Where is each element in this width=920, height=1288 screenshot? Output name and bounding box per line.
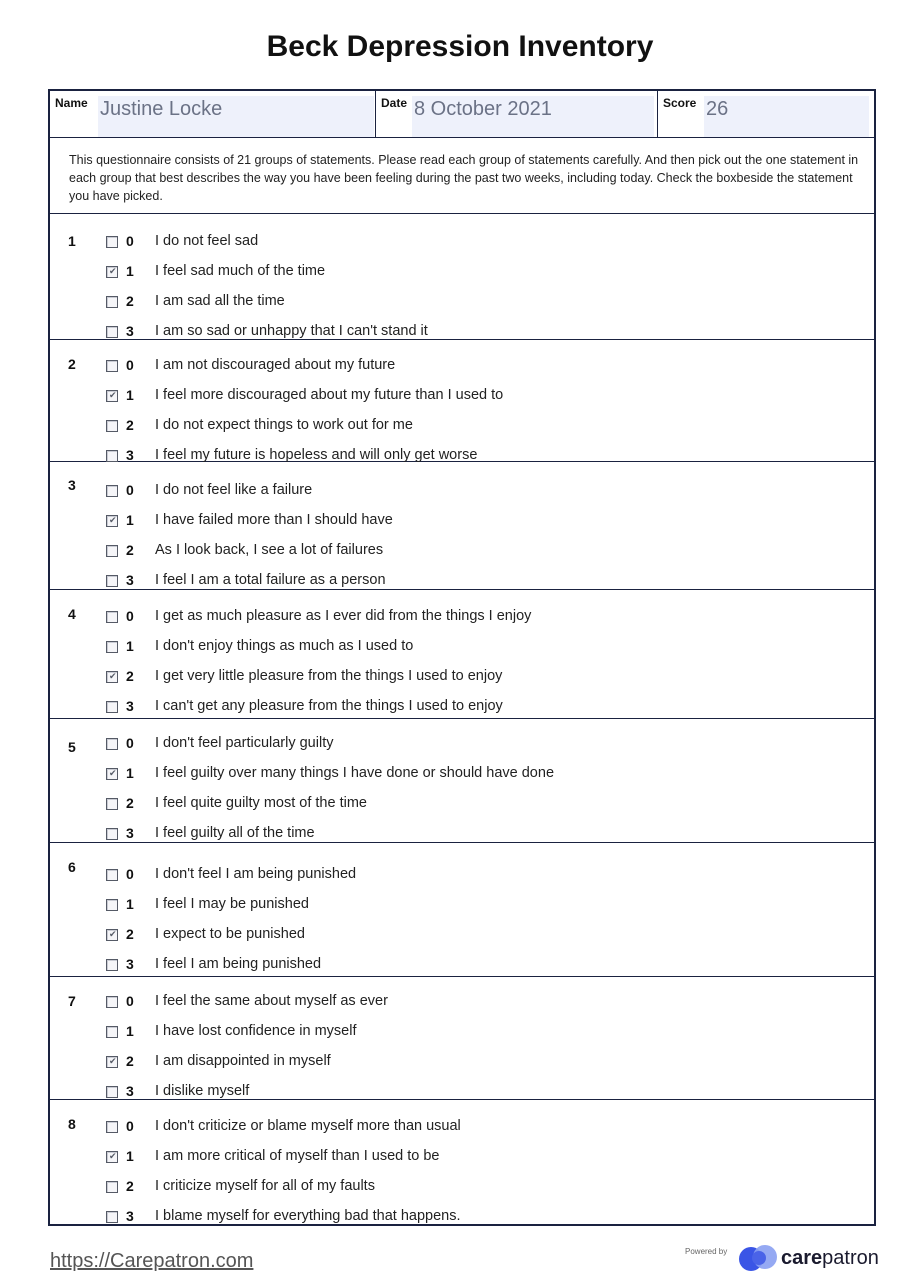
option-row[interactable]: [50, 262, 874, 284]
option-checkbox[interactable]: [106, 828, 118, 840]
option-score: 1: [126, 638, 134, 654]
option-row[interactable]: [50, 1147, 874, 1169]
option-row[interactable]: [50, 1052, 874, 1074]
option-row[interactable]: [50, 607, 874, 629]
date-label: Date: [381, 96, 408, 110]
option-checkbox[interactable]: [106, 1026, 118, 1038]
option-score: 2: [126, 1178, 134, 1194]
option-score: 1: [126, 512, 134, 528]
option-row[interactable]: [50, 734, 874, 756]
option-text: I feel my future is hopeless and will only get worse: [155, 447, 478, 463]
option-text: As I look back, I see a lot of failures: [155, 542, 384, 558]
brand-rest: patron: [822, 1247, 879, 1269]
option-text: I have lost confidence in myself: [155, 1023, 357, 1039]
option-row[interactable]: [50, 637, 874, 659]
option-row[interactable]: [50, 1117, 874, 1139]
powered-by-label: Powered by: [685, 1247, 728, 1256]
option-row[interactable]: [50, 292, 874, 314]
option-row[interactable]: [50, 955, 874, 977]
option-row[interactable]: [50, 511, 874, 533]
option-checkbox[interactable]: [106, 1086, 118, 1098]
option-checkbox[interactable]: [106, 701, 118, 713]
option-checkbox[interactable]: [106, 390, 118, 402]
option-checkbox[interactable]: [106, 420, 118, 432]
check-mark-icon: ✔: [109, 768, 117, 778]
option-score: 0: [126, 482, 134, 498]
page-title: Beck Depression Inventory: [266, 30, 654, 63]
question-number: 8: [68, 1116, 76, 1132]
option-row[interactable]: [50, 794, 874, 816]
option-row[interactable]: [50, 992, 874, 1014]
option-score: 3: [126, 825, 134, 841]
option-text: I feel guilty all of the time: [155, 825, 315, 841]
option-checkbox[interactable]: [106, 671, 118, 683]
option-row[interactable]: [50, 764, 874, 786]
question-group-1: [50, 215, 874, 340]
option-row[interactable]: [50, 232, 874, 254]
option-score: 2: [126, 542, 134, 558]
name-field[interactable]: Justine Locke: [98, 96, 374, 137]
option-text: I feel more discouraged about my future than I used to: [155, 387, 504, 403]
option-row[interactable]: [50, 925, 874, 947]
option-text: I feel sad much of the time: [155, 263, 326, 279]
option-text: I feel I am being punished: [155, 956, 322, 972]
option-score: 0: [126, 993, 134, 1009]
option-checkbox[interactable]: [106, 515, 118, 527]
patient-header-row: [50, 91, 874, 138]
option-text: I do not feel like a failure: [155, 482, 313, 498]
option-checkbox[interactable]: [106, 869, 118, 881]
option-score: 1: [126, 387, 134, 403]
option-score: 0: [126, 866, 134, 882]
option-checkbox[interactable]: [106, 738, 118, 750]
brand-bold: care: [781, 1247, 823, 1269]
date-cell: [375, 91, 657, 137]
option-text: I am so sad or unhappy that I can't stand it: [155, 323, 428, 339]
option-text: I do not feel sad: [155, 233, 259, 249]
option-text: I have failed more than I should have: [155, 512, 393, 528]
date-field[interactable]: 8 October 2021: [412, 96, 654, 137]
option-checkbox[interactable]: [106, 798, 118, 810]
option-score: 2: [126, 926, 134, 942]
option-score: 3: [126, 447, 134, 463]
option-text: I am disappointed in myself: [155, 1053, 331, 1069]
option-score: 2: [126, 795, 134, 811]
option-text: I blame myself for everything bad that happens.: [155, 1208, 461, 1224]
question-number: 5: [68, 739, 76, 755]
option-row[interactable]: [50, 865, 874, 887]
option-row[interactable]: [50, 481, 874, 503]
option-checkbox[interactable]: [106, 266, 118, 278]
option-text: I am not discouraged about my future: [155, 357, 396, 373]
option-text: I am sad all the time: [155, 293, 285, 309]
option-score: 1: [126, 263, 134, 279]
option-checkbox[interactable]: [106, 485, 118, 497]
option-score: 0: [126, 233, 134, 249]
option-score: 3: [126, 572, 134, 588]
option-checkbox[interactable]: [106, 929, 118, 941]
question-group-8: [50, 1099, 874, 1224]
option-text: I am more critical of myself than I used to be: [155, 1148, 440, 1164]
option-checkbox[interactable]: [106, 236, 118, 248]
option-score: 3: [126, 323, 134, 339]
option-text: I feel quite guilty most of the time: [155, 795, 367, 811]
question-group-5: [50, 718, 874, 843]
option-text: I don't enjoy things as much as I used to: [155, 638, 414, 654]
instructions-text: This questionnaire consists of 21 groups of statements. Please read each group of statements carefully. And then pick out the one statement in each group that best describes the way you have been feeling during the past two weeks, including today. Check the boxbeside the statement you have picked.: [50, 138, 874, 214]
option-score: 2: [126, 417, 134, 433]
option-score: 1: [126, 896, 134, 912]
option-score: 3: [126, 956, 134, 972]
option-score: 0: [126, 1118, 134, 1134]
option-row[interactable]: [50, 416, 874, 438]
option-text: I criticize myself for all of my faults: [155, 1178, 375, 1194]
check-mark-icon: ✔: [109, 515, 117, 525]
check-mark-icon: ✔: [109, 671, 117, 681]
option-score: 3: [126, 1208, 134, 1224]
option-score: 3: [126, 698, 134, 714]
option-row[interactable]: [50, 1207, 874, 1229]
option-text: I feel the same about myself as ever: [155, 993, 388, 1009]
option-checkbox[interactable]: [106, 1181, 118, 1193]
option-score: 1: [126, 1148, 134, 1164]
option-score: 2: [126, 668, 134, 684]
option-checkbox[interactable]: [106, 296, 118, 308]
option-text: I feel I may be punished: [155, 896, 309, 912]
check-mark-icon: ✔: [109, 1151, 117, 1161]
option-score: 2: [126, 293, 134, 309]
option-checkbox[interactable]: [106, 768, 118, 780]
option-row[interactable]: [50, 1022, 874, 1044]
check-mark-icon: ✔: [109, 929, 117, 939]
check-mark-icon: ✔: [109, 1056, 117, 1066]
option-score: 2: [126, 1053, 134, 1069]
question-group-3: [50, 461, 874, 590]
option-text: I don't feel particularly guilty: [155, 735, 334, 751]
check-mark-icon: ✔: [109, 266, 117, 276]
score-cell: [657, 91, 875, 137]
option-text: I get very little pleasure from the things I used to enjoy: [155, 668, 503, 684]
questionnaire-form: [48, 89, 876, 1226]
option-row[interactable]: [50, 386, 874, 408]
question-number: 1: [68, 233, 76, 249]
option-text: I don't feel I am being punished: [155, 866, 357, 882]
option-text: I can't get any pleasure from the things I used to enjoy: [155, 698, 503, 714]
question-group-4: [50, 589, 874, 719]
option-checkbox[interactable]: [106, 959, 118, 971]
option-score: 0: [126, 608, 134, 624]
question-number: 2: [68, 356, 76, 372]
name-label: Name: [55, 96, 88, 110]
option-text: I feel guilty over many things I have done or should have done: [155, 765, 555, 781]
carepatron-logo-icon: [739, 1244, 779, 1272]
option-checkbox[interactable]: [106, 899, 118, 911]
question-group-7: [50, 976, 874, 1100]
option-checkbox[interactable]: [106, 575, 118, 587]
score-label: Score: [663, 96, 697, 110]
option-text: I dislike myself: [155, 1083, 250, 1099]
option-row[interactable]: [50, 356, 874, 378]
carepatron-link[interactable]: https://Carepatron.com: [50, 1250, 254, 1272]
score-field[interactable]: 26: [704, 96, 869, 137]
option-text: I feel I am a total failure as a person: [155, 572, 386, 588]
question-number: 3: [68, 477, 76, 493]
question-number: 4: [68, 606, 76, 622]
option-checkbox[interactable]: [106, 1121, 118, 1133]
option-checkbox[interactable]: [106, 545, 118, 557]
option-text: I do not expect things to work out for me: [155, 417, 413, 433]
option-text: I don't criticize or blame myself more than usual: [155, 1118, 461, 1134]
carepatron-brand: [781, 1247, 879, 1270]
option-score: 0: [126, 357, 134, 373]
option-row[interactable]: [50, 1177, 874, 1199]
option-checkbox[interactable]: [106, 641, 118, 653]
option-text: I expect to be punished: [155, 926, 305, 942]
question-group-6: [50, 842, 874, 977]
option-checkbox[interactable]: [106, 1211, 118, 1223]
question-group-2: [50, 339, 874, 462]
option-score: 3: [126, 1083, 134, 1099]
name-cell: [50, 91, 375, 137]
option-row[interactable]: [50, 667, 874, 689]
option-row[interactable]: [50, 541, 874, 563]
question-number: 6: [68, 859, 76, 875]
option-checkbox[interactable]: [106, 360, 118, 372]
check-mark-icon: ✔: [109, 390, 117, 400]
option-row[interactable]: [50, 895, 874, 917]
option-checkbox[interactable]: [106, 1056, 118, 1068]
option-score: 0: [126, 735, 134, 751]
option-text: I get as much pleasure as I ever did from the things I enjoy: [155, 608, 532, 624]
option-score: 1: [126, 765, 134, 781]
option-checkbox[interactable]: [106, 996, 118, 1008]
option-row[interactable]: [50, 697, 874, 719]
option-checkbox[interactable]: [106, 326, 118, 338]
option-checkbox[interactable]: [106, 1151, 118, 1163]
question-number: 7: [68, 993, 76, 1009]
option-score: 1: [126, 1023, 134, 1039]
option-checkbox[interactable]: [106, 611, 118, 623]
